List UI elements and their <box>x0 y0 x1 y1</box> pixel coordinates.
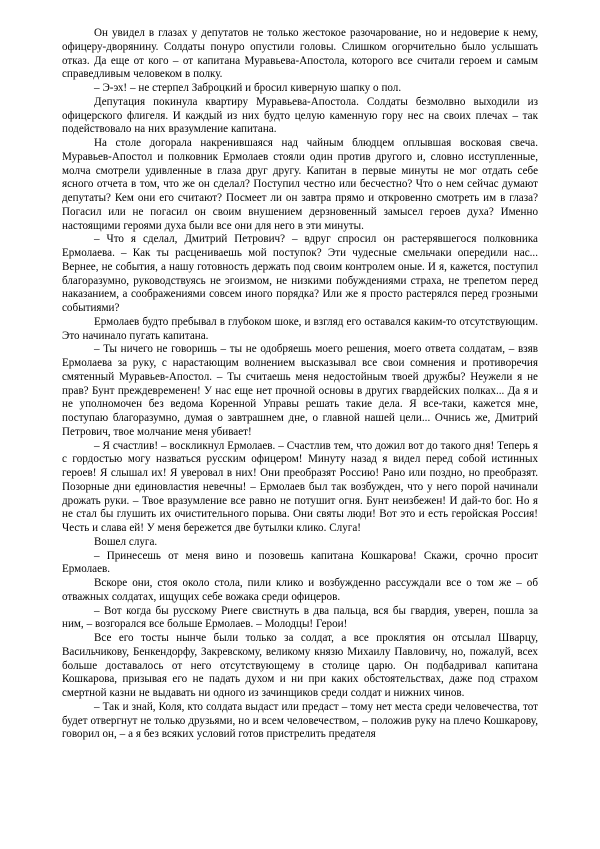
paragraph: Он увидел в глазах у депутатов не только жестокое разочарование, но и недоверие к нему, офицеру-дворянину. Солдаты понуро опустили головы. Слишком огорчительно было услышать отказ. Да еще от кого – от капитана Муравьева-Апостола, которого все считали героем и самым справедливым человеком в полку. <box>62 27 538 81</box>
paragraph: – Я счастлив! – воскликнул Ермолаев. – Счастлив тем, что дожил вот до такого дня! Теперь я с гордостью могу назваться русским офицером! Минуту назад я видел перед собой истинных героев! Я слышал их! Я уверовал в них! Они преобразят Россию! Рано или поздно, но преобразят. Позорные дни единовластия невечны! – Ермолаев был так возбужден, что у него порой начинали дрожать руки. – Твое вразумление все равно не потушит огня. Бунт неизбежен! И дай-то бог. Но я не стал бы глушить их очистительного порыва. Они святы люди! Вот это и есть геройская Россия! Честь и слава ей! У меня бережется две бутылки клико. Слуга! <box>62 439 538 534</box>
paragraph: – Э-эх! – не стерпел Заброцкий и бросил киверную шапку о пол. <box>94 82 402 94</box>
paragraph: На столе догорала накренившаяся над чайным блюдцем оплывшая восковая свеча. Муравьев-Апостол и полковник Ермолаев стояли один против другого и, словно исступленные, молча смотрели удивленные в глаза друг другу. Капитан в первые минуты не мог отдать себе ясного отчета в том, что же он сделал? Поступил честно или бесчестно? Что о нем сейчас думают депутаты? Кем они его считают? Посмеет ли он завтра прямо и откровенно смотреть им в глаза? Погасил или не погасил он своим внушением дерзновенный замысел героев духа? Именно настоящими героями духа были все они для него в эти минуты. <box>62 137 538 232</box>
paragraph: – Ты ничего не говоришь – ты не одобряешь моего решения, моего ответа солдатам, – взяв Ермолаева за руку, с нарастающим волнением высказывал все свои сомнения и противоречия смятенный Муравьев-Апостол. – Ты считаешь меня недостойным твоей дружбы? Неужели я не прав? Бунт преждевременен! У нас еще нет прочной основы в других гвардейских полках... Да я и не уполномочен без ведома Коренной Управы решать такие дела. Я все-таки, кажется мне, поступаю благоразумно, думая о завтрашнем дне, о главной нашей цели... Очнись же, Дмитрий Петрович, твое молчание меня убивает! <box>62 343 538 438</box>
paragraph: – Что я сделал, Дмитрий Петрович? – вдруг спросил он растерявшегося полковника Ермолаева. – Как ты расцениваешь мой поступок? Эти чудесные смельчаки опередили нас... Вернее, не события, а нашу готовность держать под своим контролем оные. И я, кажется, поступил благоразумно, руководствуясь не эгоизмом, не низкими побуждениями страха, не трепетом перед наказанием, а соображениями совсем иного порядка? Или же я просто растерялся перед грозными событиями? <box>62 233 538 314</box>
paragraph: – Так и знай, Коля, кто солдата выдаст или предаст – тому нет места среди человечества, тот будет отвергнут не только друзьями, но и всем человечеством, – положив руку на плечо Кошкарову, говорил он, – а я без всяких условий готов пристрелить предателя <box>62 700 538 741</box>
paragraph: – Принесешь от меня вино и позовешь капитана Кошкарова! Скажи, срочно просит Ермолаев. <box>62 549 538 576</box>
paragraph: Все его тосты нынче были только за солдат, а все проклятия он отсылал Шварцу, Васильчикову, Бенкендорфу, Закревскому, великому князю Михаилу Павловичу, но, пожалуй, всех больше доставалось от него отсутствующему в столице царю. Он подбадривал капитана Кошкарова, призывая его не падать духом и ни при каких обстоятельствах, даже под страхом смертной казни не выдавать ни одного из зачинщиков среди солдат и нижних чинов. <box>62 632 538 699</box>
paragraph: – Вот когда бы русскому Риеге свистнуть в два пальца, вся бы гвардия, уверен, пошла за ним, – возгорался все больше Ермолаев. – Молодцы! Герои! <box>62 604 538 631</box>
paragraph: Ермолаев будто пребывал в глубоком шоке, и взгляд его оставался каким-то отсутствующим. Это начинало пугать капитана. <box>62 315 538 342</box>
paragraph: Депутация покинула квартиру Муравьева-Апостола. Солдаты безмолвно выходили из офицерского флигеля. И каждый из них будто целую каменную гору нес на своих плечах – так подействовало на них вразумление капитана. <box>62 95 538 136</box>
paragraph: Вошел слуга. <box>94 535 158 548</box>
paragraph: Вскоре они, стоя около стола, пили клико и возбужденно рассуждали все о том же – об отважных солдатах, ищущих себе вожака среди офицеров. <box>62 577 538 603</box>
document-body <box>62 27 538 742</box>
